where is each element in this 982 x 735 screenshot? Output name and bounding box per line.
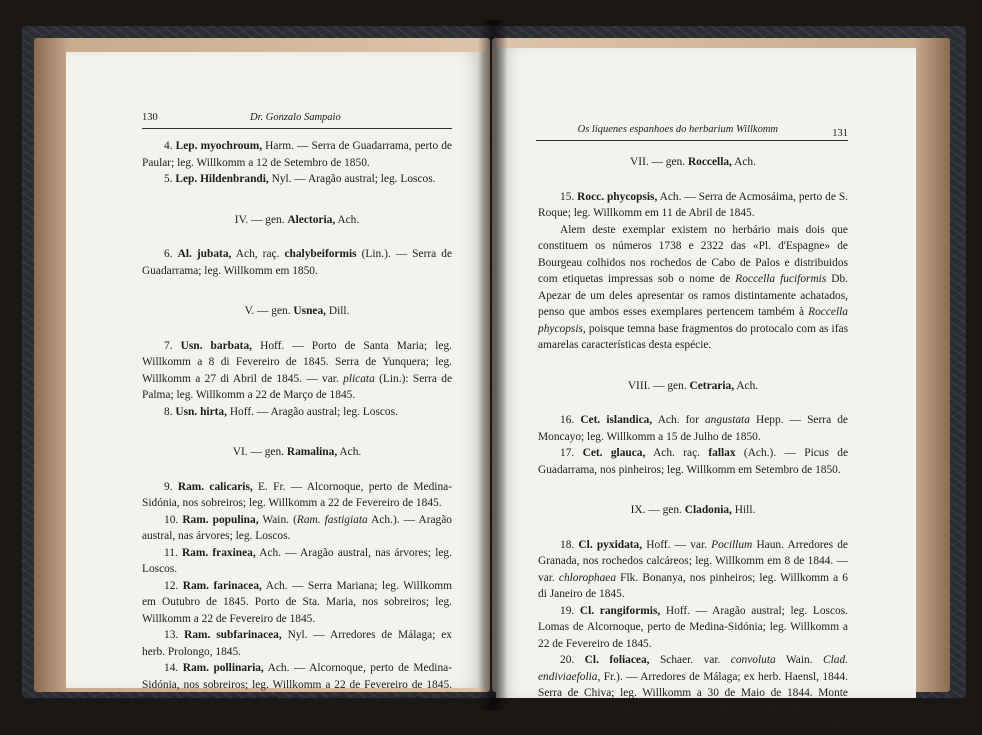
genus-number: VIII. — gen. (627, 379, 690, 392)
entry-number: 14. (164, 662, 183, 674)
book-spine-shadow (478, 20, 508, 710)
spacer (142, 461, 452, 479)
spacer (142, 320, 452, 338)
genus-name: Cetraria, (689, 379, 735, 392)
entry-number: 8. (164, 405, 176, 418)
entry-text: Hepp. — Serra de Moncayo; leg. Willkomm a 15 de Julho de 1850. (538, 414, 848, 443)
species-entry (538, 537, 848, 603)
spacer (142, 188, 452, 212)
genus-name: Usnea, (293, 305, 326, 317)
species-name: Usn. hirta, (175, 405, 227, 418)
paragraph (538, 222, 848, 354)
species-name: Cet. islandica, (580, 414, 653, 426)
variety-name: fallax (708, 447, 736, 459)
entry-number: 19. (560, 604, 580, 617)
species-entry (142, 171, 452, 188)
genus-name: Cladonia, (684, 504, 732, 516)
species-entry (142, 512, 452, 545)
species-name: Ram. subfarinacea, (184, 629, 282, 641)
entry-text: Nyl. — Aragão austral; leg. Loscos. (268, 173, 436, 185)
entry-text: Hoff. — var. (642, 538, 712, 551)
entry-text: Ach. — Alcornoque, perto de Medina-Sidónia, nos sobreiros; leg. Willkomm a 22 de Fevereiro de 1845. Porto de Sta. Maria; leg. Willkomm a 8 de Fevereiro de 1845. (142, 662, 452, 707)
species-name: Usn. barbata, (180, 339, 253, 352)
species-entry (142, 479, 452, 512)
entry-number: 9. (164, 480, 178, 493)
species-entry (538, 652, 848, 735)
variety-name: chalybeiformis (284, 248, 357, 260)
species-name: Ram. fraxinea, (181, 546, 256, 559)
genus-name: Alectoria, (287, 213, 336, 226)
species-name: Rocc. phycopsis, (577, 190, 658, 203)
genus-number: VI. — gen. (232, 446, 287, 458)
italic-name: Roccella fuciformis (735, 273, 827, 285)
entry-number: 17. (560, 447, 583, 459)
entry-text: Haun. Arredores de Granada, nos rochedos calcáreos; leg. Willkomm em 8 de 1844. — var. (538, 538, 848, 584)
genus-author: Ach. (337, 446, 362, 458)
genus-name: Ramalina, (286, 446, 338, 458)
entry-text: Alem deste exemplar existem no herbário mais dois que constituem os números 1738 e 2322 das «Pl. d'Espagne» de Bourgeau colhidos nos rochedos de Cabo de Palos e distribuidos com etiquetas impressas sob o nome de (538, 223, 848, 285)
genus-heading (142, 444, 452, 461)
spacer (538, 478, 848, 502)
entry-text: Harm. — Serra de Guadarrama, perto de Paular; leg. Willkomm a 12 de Setembro de 1850. (142, 140, 452, 169)
species-entry (142, 246, 452, 279)
genus-heading (538, 502, 848, 519)
entry-number: 11. (164, 546, 182, 559)
running-title: Dr. Gonzalo Sampaio (250, 111, 341, 123)
species-entry (142, 138, 452, 171)
left-page-body (142, 138, 452, 710)
entry-text: (Ach.). — Picus de Guadarrama, nos pinheiros; leg. Willkomm em Setembro de 1850. (538, 447, 849, 476)
italic-name: plicata (343, 372, 375, 385)
entry-text: Wain. ( (258, 513, 297, 526)
italic-name: Clad. endiviaefolia, (538, 654, 848, 683)
species-name: Ram. calicaris, (177, 480, 253, 493)
spacer (538, 394, 848, 412)
italic-name: Ram. fastigiata (296, 513, 368, 526)
species-name: Lep. myochroum, (175, 140, 263, 152)
species-name: Al. jubata, (177, 248, 232, 260)
entry-text: Flk. Bonanya, nos pinheiros; leg. Willkomm a 6 di Janeiro de 1845. (538, 571, 848, 600)
spacer (538, 354, 848, 378)
italic-name: Roccella phycopsis, (538, 306, 848, 335)
genus-author: Ach. (731, 156, 756, 168)
italic-name: angustata (704, 414, 750, 426)
entry-text: Ach, raç. (231, 248, 285, 260)
species-name: Cet. glauca, (582, 447, 646, 459)
genus-heading (142, 212, 452, 229)
running-title: Os liquenes espanhoes do herbarium Willkomm (577, 123, 778, 135)
genus-name: Roccella, (687, 156, 732, 168)
genus-heading (142, 303, 452, 320)
entry-number: 15. (560, 190, 578, 203)
genus-author: Dill. (326, 305, 350, 317)
entry-text: Schaer. var. (649, 654, 731, 666)
entry-text: (Lin.): Serra de Palma; leg. Willkomm a 22 de Março de 1845. (142, 372, 452, 401)
species-entry (538, 445, 848, 478)
left-page (66, 52, 486, 707)
page-number: 131 (832, 127, 848, 139)
right-page-body (538, 154, 848, 735)
species-entry (142, 660, 452, 710)
species-name: Cl. rangiformis, (579, 604, 661, 617)
species-entry (142, 338, 452, 404)
spacer (538, 171, 848, 189)
spacer (142, 420, 452, 444)
species-entry (538, 189, 848, 222)
entry-number: 18. (560, 538, 579, 551)
species-name: Ram. pollinaria, (182, 662, 264, 674)
left-page-header (142, 112, 452, 129)
entry-text: Db. Apezar de um deles apresentar os ramos distintamente achatados, penso que ambos esses exemplares pertencem também à (538, 273, 849, 318)
species-entry (538, 603, 848, 653)
genus-number: VII. — gen. (630, 156, 688, 168)
italic-name: convoluta (730, 654, 776, 666)
species-entry (142, 404, 452, 421)
species-name: Ram. farinacea, (182, 579, 262, 592)
spacer (538, 519, 848, 537)
right-page (496, 48, 916, 732)
genus-author: Ach. (734, 379, 759, 392)
entry-number: 7. (164, 339, 181, 352)
entry-number: 20. (560, 654, 585, 666)
entry-text: Ach. for (652, 414, 705, 426)
entry-number: 16. (560, 414, 581, 426)
entry-text: Fr.). — Arredores de Málaga; ex herb. Haensl, 1844. Serra de Chiva; leg. Willkomm a 30 de Maio de 1844. Monte Parnasso; leg. Willkomm em 6 de Julho de 1845. Margens do Guadalquivir, nos pinhais; leg. Willkomm em 6 di Janeiro de 1845. (538, 670, 848, 732)
entry-text: Ach. — Aragão austral, nas árvores; leg. Loscos. (142, 546, 452, 575)
genus-heading (538, 154, 848, 171)
entry-text: Hoff. — Aragão austral; leg. Loscos. (226, 405, 398, 418)
entry-number: 6. (164, 248, 178, 260)
entry-text: Ach. raç. (645, 447, 709, 459)
italic-name: Pocillum (711, 538, 753, 551)
entry-text: poisque temna base fragmentos do protocalo com as ifas amarelas características desta espécie. (538, 322, 848, 351)
entry-text: Ach. — Serra Mariana; leg. Willkomm em Outubro de 1845. Porto de Sta. Maria, nos sobreiros; leg. Willkomm a 22 de Fevereiro de 1845. (142, 579, 452, 625)
species-name: Cl. pyxidata, (578, 538, 643, 551)
entry-text: Ach.). — Aragão austral, nas árvores; leg. Loscos. (142, 513, 452, 542)
entry-text: (Lin.). — Serra de Guadarrama; leg. Willkomm em 1850. (142, 248, 452, 277)
entry-text: E. Fr. — Alcornoque, perto de Medina-Sidónia, nos sobreiros; leg. Willkomm a 22 de Fevereiro de 1845. (142, 480, 453, 509)
genus-author: Hill. (731, 504, 756, 516)
spacer (142, 228, 452, 246)
italic-name: chlorophaea (558, 571, 617, 584)
entry-number: 12. (164, 579, 183, 592)
genus-number: IX. — gen. (630, 504, 685, 516)
genus-number: IV. — gen. (234, 213, 288, 226)
species-entry (538, 412, 848, 445)
genus-heading (538, 378, 848, 395)
right-page-header (536, 124, 848, 141)
entry-text: Wain. (775, 654, 823, 666)
species-entry (142, 578, 452, 628)
species-entry (142, 545, 452, 578)
entry-text: Hoff. — Aragão austral; leg. Loscos. Lomas de Alcornoque, perto de Medina-Sidónia; leg. Willkomm a 22 de Fevereiro de 1845. (538, 604, 848, 650)
species-name: Cl. foliacea, (584, 654, 650, 666)
entry-text: Ach. — Serra de Acmosáima, perto de S. Roque; leg. Willkomm em 11 de Abril de 1845. (538, 190, 849, 219)
species-entry (142, 627, 452, 660)
entry-text: Nyl. — Arredores de Málaga; ex herb. Prolongo, 1845. (142, 629, 452, 658)
entry-number: 13. (164, 629, 185, 641)
genus-author: Ach. (335, 213, 360, 226)
species-name: Ram. populina, (182, 513, 259, 526)
page-number: 130 (142, 111, 158, 123)
species-name: Lep. Hildenbrandi, (175, 173, 269, 185)
genus-number: V. — gen. (244, 305, 294, 317)
entry-number: 5. (164, 173, 176, 185)
entry-number: 4. (164, 140, 176, 152)
entry-text: Hoff. — Porto de Santa Maria; leg. Willkomm a 8 di Fevereiro de 1845. Serra de Yunquera; leg. Willkomm a 27 di Abril de 1845. — var. (142, 339, 452, 385)
spacer (142, 279, 452, 303)
entry-number: 10. (164, 513, 183, 526)
